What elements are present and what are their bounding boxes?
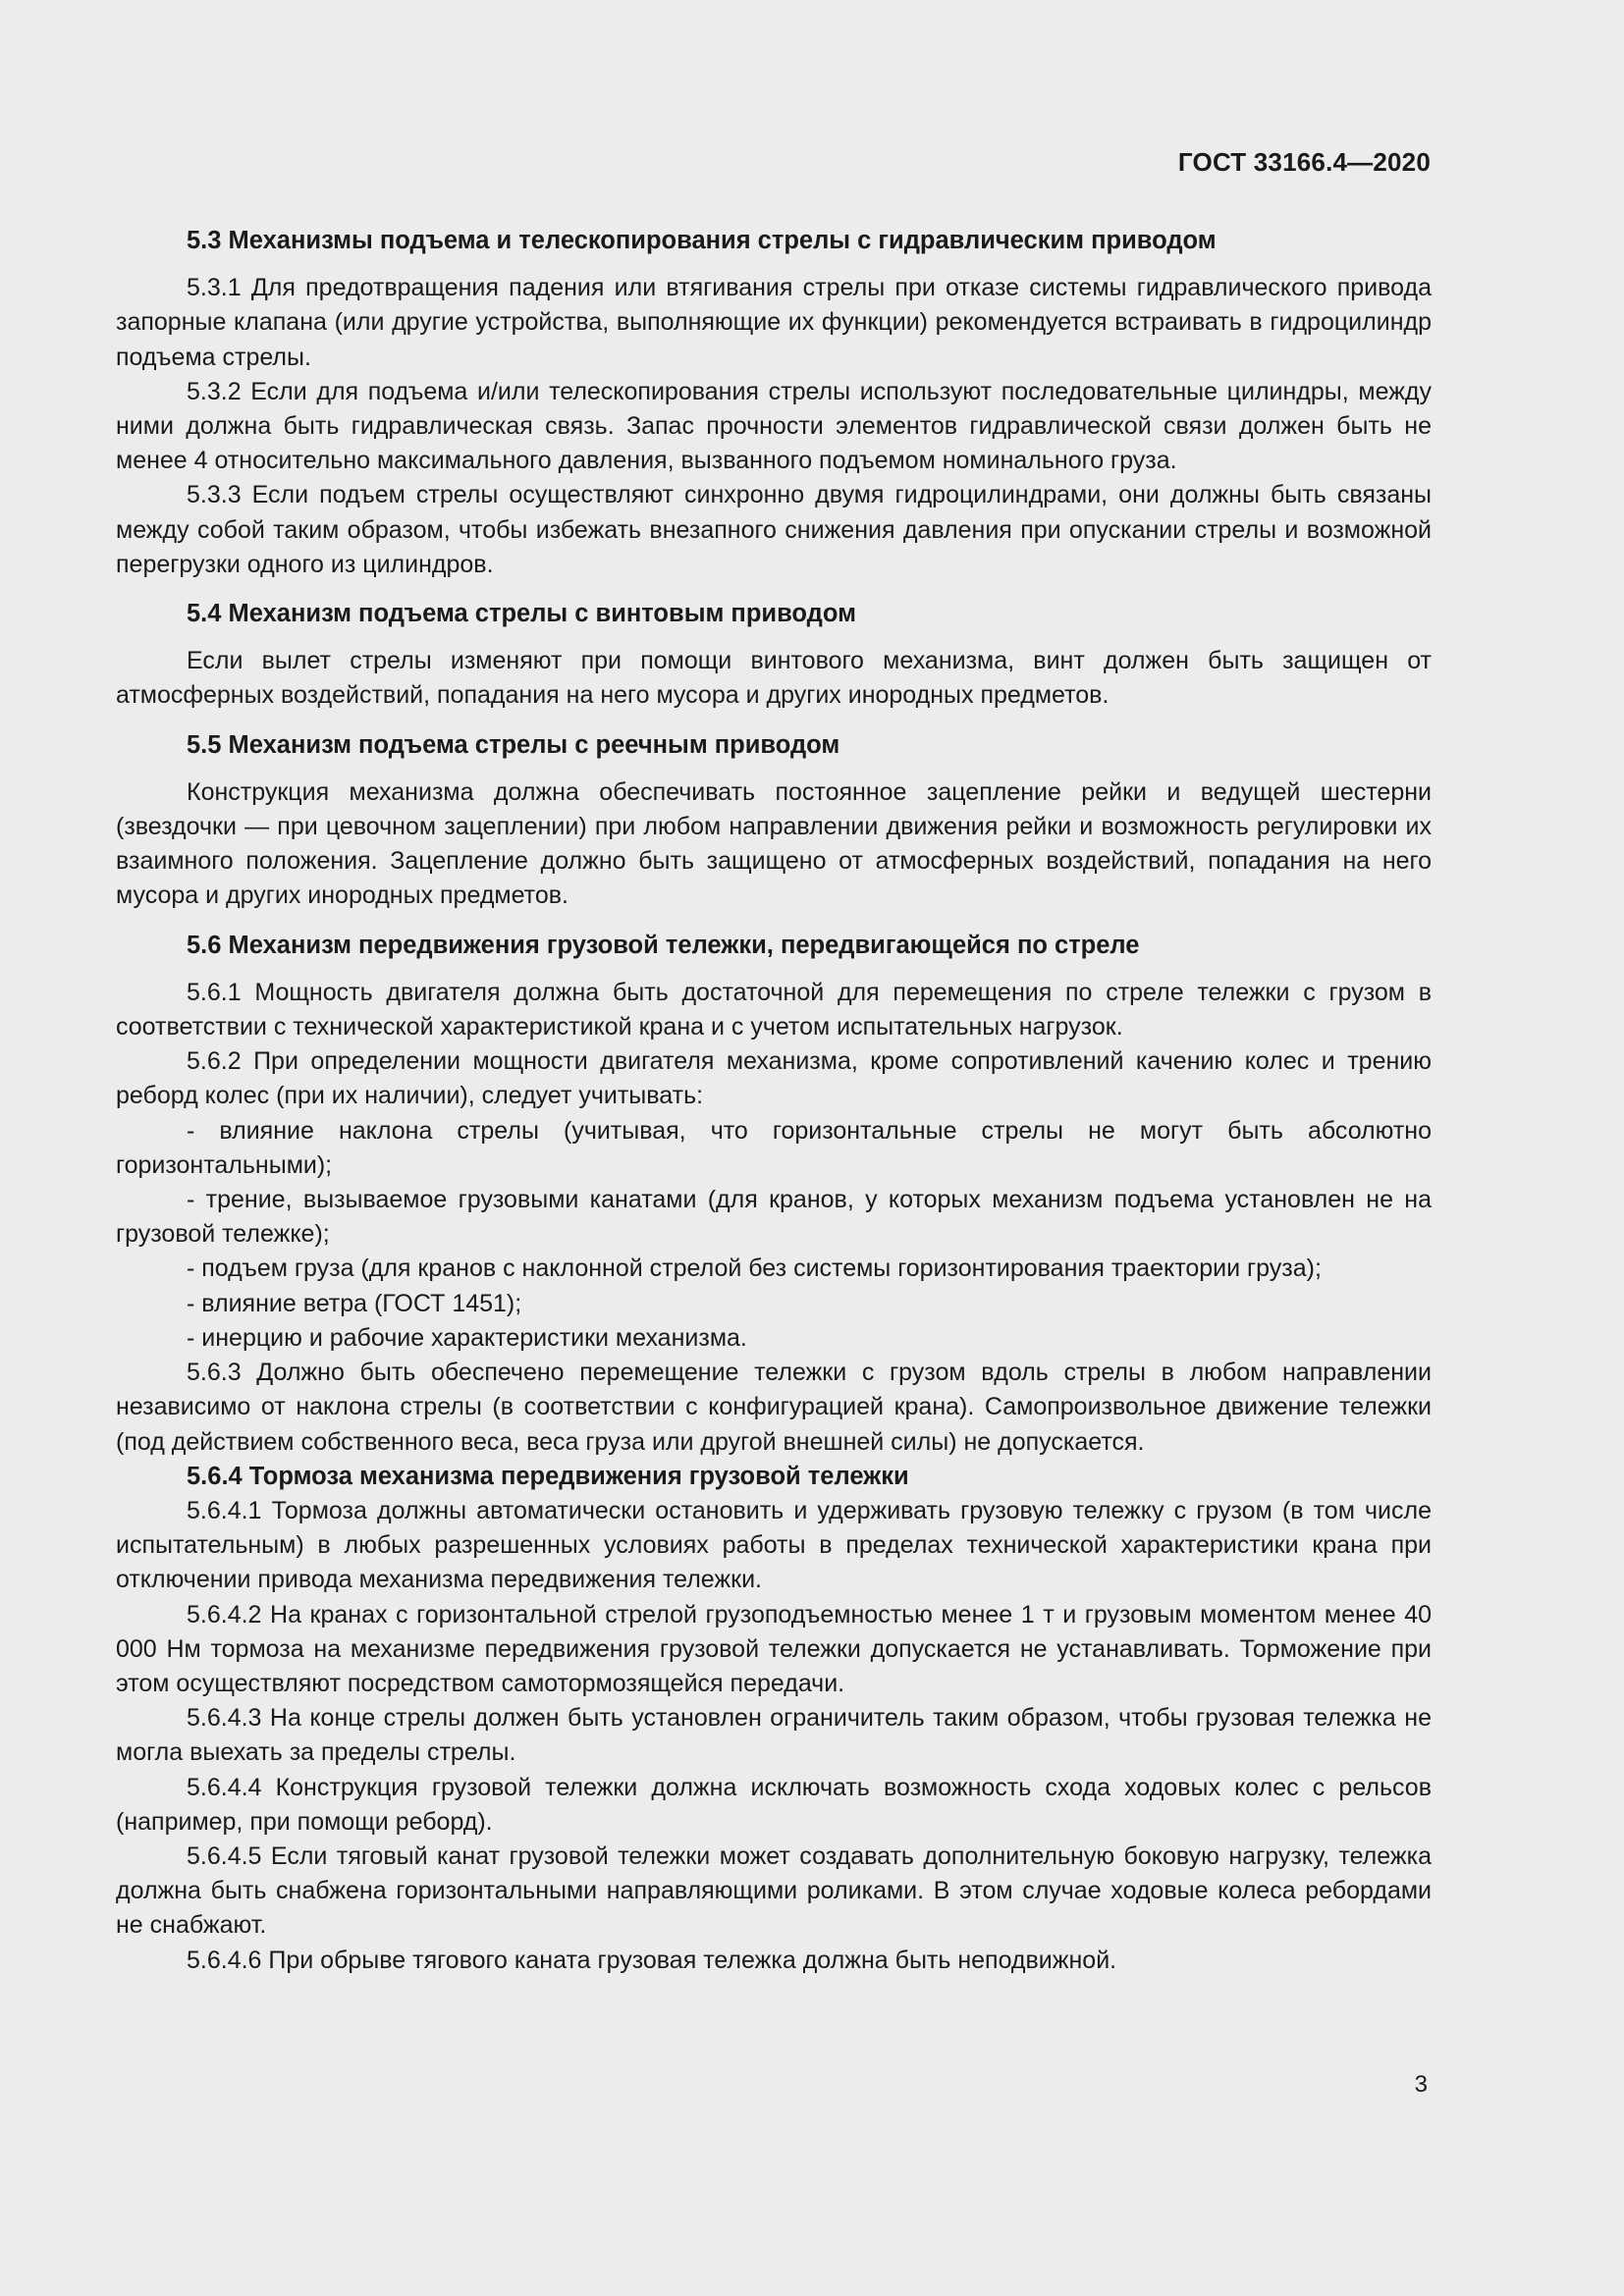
list-item: - влияние ветра (ГОСТ 1451); xyxy=(187,1289,522,1317)
paragraph-5-6-4-6: 5.6.4.6 При обрыве тягового каната грузовая тележка должна быть неподвижной. xyxy=(187,1946,1117,1974)
section-heading-5-3: 5.3 Механизмы подъема и телескопирования стрелы с гидравлическим приводом xyxy=(187,227,1217,254)
paragraph-5-6-4-4: 5.6.4.4 Конструкция грузовой тележки должна исключать возможность схода ходовых колес с рельсов (например, при помощи реборд). xyxy=(116,1773,1432,1836)
subsection-heading-5-6-4: 5.6.4 Тормоза механизма передвижения грузовой тележки xyxy=(187,1462,909,1490)
page-number: 3 xyxy=(1414,2071,1428,2098)
paragraph-5-6-4-3: 5.6.4.3 На конце стрелы должен быть установлен ограничитель таким образом, чтобы грузовая тележка не могла выехать за пределы стрелы. xyxy=(116,1704,1432,1767)
paragraph-5-6-3: 5.6.3 Должно быть обеспечено перемещение тележки с грузом вдоль стрелы в любом направлении независимо от наклона стрелы (в соответствии с конфигурацией крана). Самопроизвольное движение тележки (под действием собственного веса, веса груза или другой внешней силы) не допускается. xyxy=(116,1359,1432,1456)
paragraph-5-6-4-2: 5.6.4.2 На кранах с горизонтальной стрелой грузоподъемностью менее 1 т и грузовым моментом менее 40 000 Нм тормоза на механизме передвижения грузовой тележки допускается не устанавливать. Торможение при этом осуществляют посредством самотормозящейся передачи. xyxy=(116,1600,1432,1697)
paragraph-5-3-2: 5.3.2 Если для подъема и/или телескопирования стрелы используют последовательные цилиндры, между ними должна быть гидравлическая связь. Запас прочности элементов гидравлической связи должен быть не менее 4 относительно максимального давления, вызванного подъемом номинального груза. xyxy=(116,377,1432,475)
paragraph-5-6-1: 5.6.1 Мощность двигателя должна быть достаточной для перемещения по стреле тележки с грузом в соответствии с технической характеристикой крана и с учетом испытательных нагрузок. xyxy=(116,978,1432,1041)
section-heading-5-4: 5.4 Механизм подъема стрелы с винтовым приводом xyxy=(187,600,856,628)
document-code-header: ГОСТ 33166.4—2020 xyxy=(1177,147,1431,177)
list-item: - влияние наклона стрелы (учитывая, что горизонтальные стрелы не могут быть абсолютно горизонтальными); xyxy=(116,1116,1432,1179)
section-heading-5-6: 5.6 Механизм передвижения грузовой тележки, передвигающейся по стреле xyxy=(187,931,1140,959)
paragraph-5-3-3: 5.3.3 Если подъем стрелы осуществляют синхронно двумя гидроцилиндрами, они должны быть связаны между собой таким образом, чтобы избежать внезапного снижения давления при опускании стрелы и возможной перегрузки одного из цилиндров. xyxy=(116,481,1432,578)
list-item: - подъем груза (для кранов с наклонной стрелой без системы горизонтирования траектории груза); xyxy=(187,1255,1322,1283)
document-body xyxy=(116,224,1432,1978)
paragraph-5-6-4-1: 5.6.4.1 Тормоза должны автоматически остановить и удерживать грузовую тележку с грузом (в том числе испытательным) в любых разрешенных условиях работы в пределах технической характеристики крана при отключении привода механизма передвижения тележки. xyxy=(116,1496,1432,1594)
paragraph-5-4: Если вылет стрелы изменяют при помощи винтового механизма, винт должен быть защищен от атмосферных воздействий, попадания на него мусора и других инородных предметов. xyxy=(116,647,1432,710)
paragraph-5-6-2: 5.6.2 При определении мощности двигателя механизма, кроме сопротивлений качению колес и трению реборд колес (при их наличии), следует учитывать: xyxy=(116,1047,1432,1110)
section-heading-5-5: 5.5 Механизм подъема стрелы с реечным приводом xyxy=(187,730,840,759)
list-item: - трение, вызываемое грузовыми канатами (для кранов, у которых механизм подъема установлен не на грузовой тележке); xyxy=(116,1186,1432,1249)
paragraph-5-5: Конструкция механизма должна обеспечивать постоянное зацепление рейки и ведущей шестерни (звездочки — при цевочном зацеплении) при любом направлении движения рейки и возможность регулировки их взаимного положения. Зацепление должно быть защищено от атмосферных воздействий, попадания на него мусора и других инородных предметов. xyxy=(116,777,1432,910)
paragraph-5-6-4-5: 5.6.4.5 Если тяговый канат грузовой тележки может создавать дополнительную боковую нагрузку, тележка должна быть снабжена горизонтальными направляющими роликами. В этом случае ходовые колеса ребордами не снабжают. xyxy=(116,1842,1432,1940)
list-item: - инерцию и рабочие характеристики механизма. xyxy=(187,1323,747,1352)
paragraph-5-3-1: 5.3.1 Для предотвращения падения или втягивания стрелы при отказе системы гидравлического привода запорные клапана (или другие устройства, выполняющие их функции) рекомендуется встраивать в гидроцилиндр подъема стрелы. xyxy=(116,274,1432,371)
